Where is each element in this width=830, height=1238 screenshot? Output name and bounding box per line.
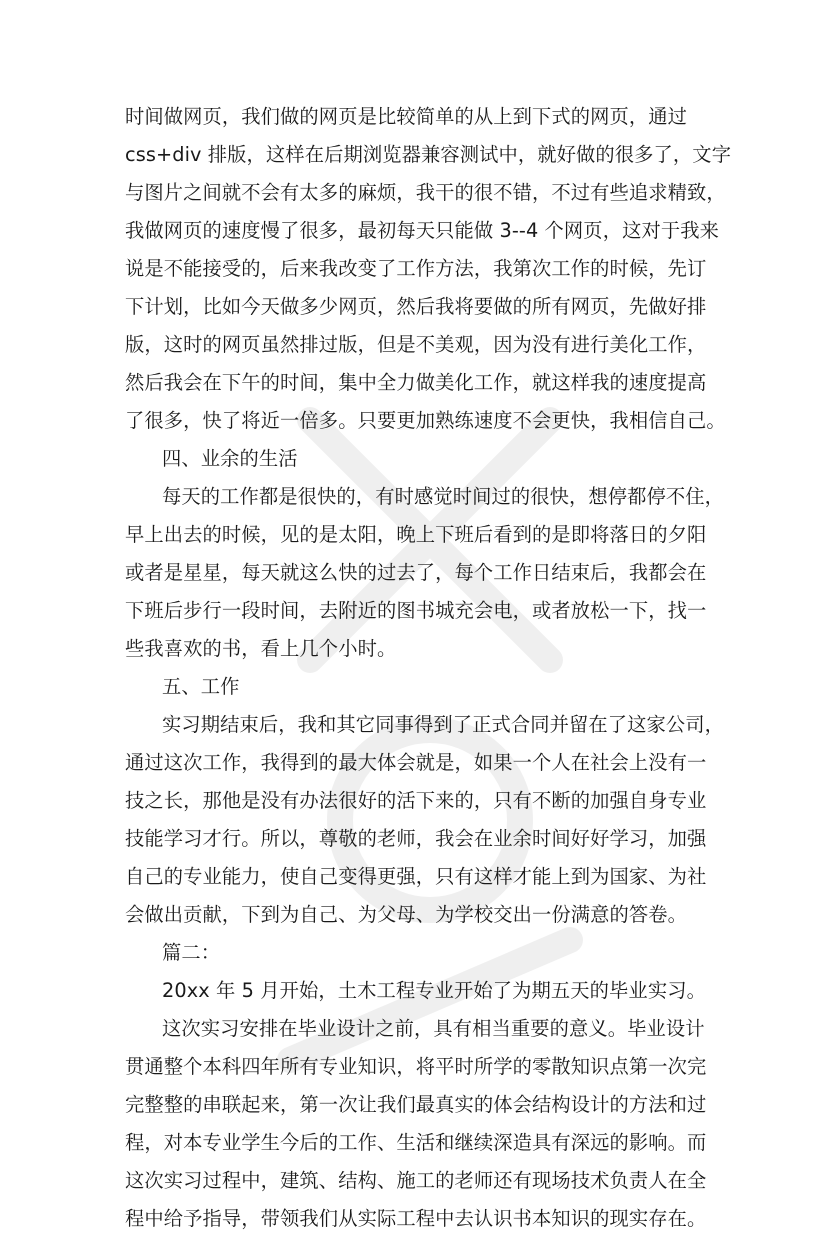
text-line: 版，这时的网页虽然排过版，但是不美观，因为没有进行美化工作， xyxy=(125,333,707,356)
text-line: 时间做网页，我们做的网页是比较简单的从上到下式的网页，通过 xyxy=(125,105,688,128)
text-line: 技能学习才行。所以，尊敬的老师，我会在业余时间好好学习，加强 xyxy=(125,827,707,850)
text-line: 20xx 年 5 月开始，土木工程专业开始了为期五天的毕业实习。 xyxy=(162,979,706,1002)
text-line: 每天的工作都是很快的，有时感觉时间过的很快，想停都停不住， xyxy=(162,485,725,508)
text-line: 通过这次工作，我得到的最大体会就是，如果一个人在社会上没有一 xyxy=(125,751,707,774)
text-line: 完整整的串联起来，第一次让我们最真实的体会结构设计的方法和过 xyxy=(125,1093,707,1116)
text-line: css+div 排版，这样在后期浏览器兼容测试中，就好做的很多了，文字 xyxy=(125,143,732,166)
text-line: 早上出去的时候，见的是太阳，晚上下班后看到的是即将落日的夕阳 xyxy=(125,523,707,546)
text-line: 五、工作 xyxy=(162,675,240,698)
text-line: 我做网页的速度慢了很多，最初每天只能做 3--4 个网页，这对于我来 xyxy=(125,219,719,242)
document-body xyxy=(125,98,732,1238)
text-line: 然后我会在下午的时间，集中全力做美化工作，就这样我的速度提高 xyxy=(125,371,707,394)
paragraph-lines xyxy=(125,98,732,1238)
text-line: 贯通整个本科四年所有专业知识，将平时所学的零散知识点第一次完 xyxy=(125,1055,707,1078)
text-line: 会做出贡献，下到为自己、为父母、为学校交出一份满意的答卷。 xyxy=(125,903,688,926)
text-line: 自己的专业能力，使自己变得更强，只有这样才能上到为国家、为社 xyxy=(125,865,707,888)
text-line: 这次实习过程中，建筑、结构、施工的老师还有现场技术负责人在全 xyxy=(125,1169,707,1192)
text-line: 下计划，比如今天做多少网页，然后我将要做的所有网页，先做好排 xyxy=(125,295,707,318)
text-line: 程，对本专业学生今后的工作、生活和继续深造具有深远的影响。而 xyxy=(125,1131,707,1154)
text-line: 篇二： xyxy=(162,941,221,964)
text-line: 或者是星星，每天就这么快的过去了，每个工作日结束后，我都会在 xyxy=(125,561,707,584)
text-line: 些我喜欢的书，看上几个小时。 xyxy=(125,637,397,660)
text-line: 了很多，快了将近一倍多。只要更加熟练速度不会更快，我相信自己。 xyxy=(125,409,726,432)
text-line: 技之长，那他是没有办法很好的活下来的，只有不断的加强自身专业 xyxy=(125,789,707,812)
text-line: 程中给予指导，带领我们从实际工程中去认识书本知识的现实存在。 xyxy=(125,1207,707,1230)
text-line: 下班后步行一段时间，去附近的图书城充会电，或者放松一下，找一 xyxy=(125,599,707,622)
text-line: 四、业余的生活 xyxy=(162,447,298,470)
text-line: 实习期结束后，我和其它同事得到了正式合同并留在了这家公司， xyxy=(162,713,725,736)
text-line: 说是不能接受的，后来我改变了工作方法，我第次工作的时候，先订 xyxy=(125,257,707,280)
text-line: 这次实习安排在毕业设计之前，具有相当重要的意义。毕业设计 xyxy=(162,1017,705,1040)
text-line: 与图片之间就不会有太多的麻烦，我干的很不错，不过有些追求精致， xyxy=(125,181,726,204)
